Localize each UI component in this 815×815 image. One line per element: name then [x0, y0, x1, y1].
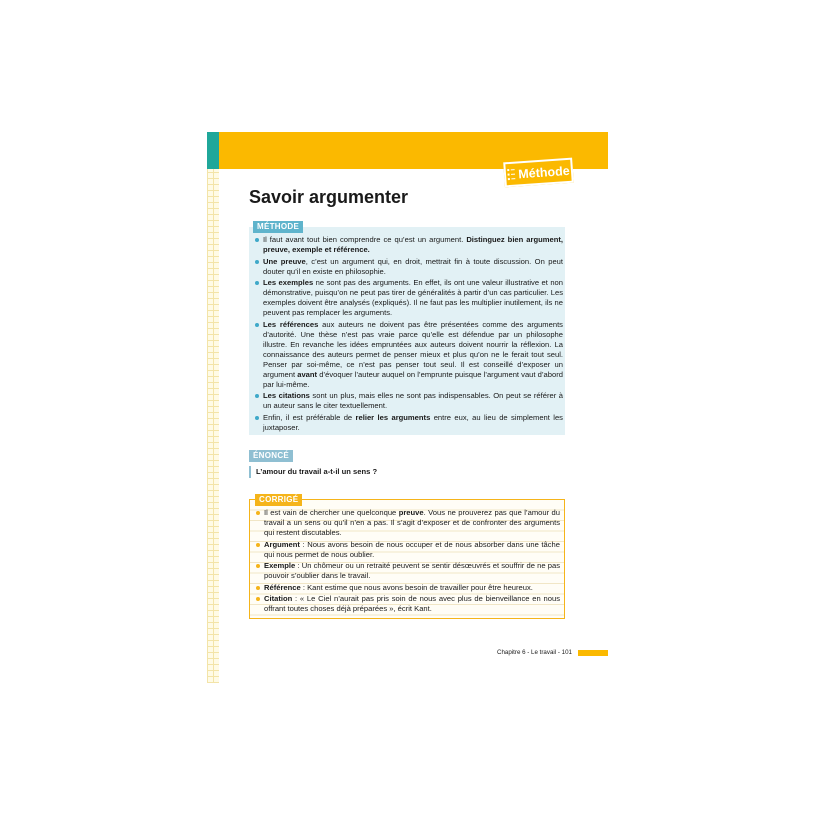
body-text: aux auteurs ne doivent pas être présentées comme des arguments d’autorité. Une thèse n’est pas vraie parce qu’elle est défendue par un philosophe illustre. En revanche les idées empruntées aux auteurs doivent nourrir la réflexion. La connaissance des auteurs permet de penser mieux et plus qu’on ne le ferait tout seul. Penser par soi-même, ce n’est pas penser tout seul. Il est conseillé d’exposer un argument [263, 319, 563, 379]
bold-text: Les exemples [263, 278, 314, 287]
methode-badge [503, 158, 574, 188]
corrige-list-item [256, 594, 560, 614]
corrige-list-item [256, 583, 560, 593]
bold-text: avant [297, 369, 318, 379]
bold-text: Les citations [263, 391, 310, 400]
grid-margin-strip [207, 169, 219, 683]
body-text: : Un chômeur ou un retraité peuvent se sentir désœuvrés et souffrir de ne pas pouvoir s’oublier dans le travail. [264, 561, 560, 580]
corrige-list-item [256, 540, 560, 560]
methode-list-item [255, 391, 563, 411]
bold-text: Distinguez bien argument, preuve, exemple et référence. [263, 235, 563, 254]
badge-label: Méthode [517, 163, 571, 181]
corrige-list-item [256, 508, 560, 538]
checklist-icon [507, 168, 516, 182]
enonce-label: ÉNONCÉ [249, 450, 293, 462]
body-text: sont un plus, mais elles ne sont pas indispensables. On peut se référer à un auteur sans le citer textuellement. [263, 391, 563, 410]
bold-text: Citation [264, 594, 293, 603]
methode-list-item [255, 278, 563, 318]
body-text: ne sont pas des arguments. En effet, ils ont une valeur illustrative et non démonstrative, puisqu’on ne peut pas tirer de généralités à partir d’un cas particulier. Les exemples doivent être analysés (expliqués). Il ne faut pas les multiplier inutilement, ils ne peuvent pas remplacer les arguments. [263, 278, 563, 317]
methode-list [255, 235, 563, 434]
methode-label: MÉTHODE [253, 221, 303, 233]
body-text: Il faut avant tout bien comprendre ce qu’est un argument. [263, 235, 467, 244]
enonce-question: L’amour du travail a-t-il un sens ? [256, 467, 378, 476]
methode-list-item [255, 235, 563, 255]
textbook-page [207, 132, 608, 683]
methode-list-item [255, 320, 563, 390]
footer-bar [578, 650, 608, 656]
body-text: . Vous ne prouverez pas que l’amour du travail a un sens ou qu’il n’en a pas. Il s’agit d’exposer et de confronter des arguments qui restent discutables. [264, 508, 560, 537]
body-text: : « Le Ciel n’aurait pas pris soin de nous avec plus de bienveillance en nous offrant toutes choses déjà préparées », écrit Kant. [264, 594, 560, 613]
body-text: Enfin, il est préférable de [263, 412, 356, 422]
bold-text: Exemple [264, 561, 296, 570]
corrige-list-item [256, 561, 560, 581]
teal-tab [207, 132, 219, 169]
page-footer: Chapitre 6 - Le travail - 101 [497, 649, 572, 656]
body-text: : Kant estime que nous avons besoin de travailler pour être heureux. [300, 582, 533, 592]
bold-text: preuve [398, 508, 424, 517]
body-text: : Nous avons besoin de nous occuper et de nous absorber dans une tâche qui nous permet de nous oublier. [264, 539, 560, 559]
methode-list-item [255, 413, 563, 433]
page-title: Savoir argumenter [249, 187, 409, 207]
corrige-list [256, 508, 560, 616]
bold-text: Une preuve [263, 256, 306, 266]
body-text: entre eux, au lieu de simplement les juxtaposer. [263, 412, 563, 432]
enonce-rule [249, 466, 251, 478]
corrige-label: CORRIGÉ [255, 494, 302, 506]
bold-text: relier les arguments [355, 412, 431, 422]
body-text: d’évoquer l’auteur auquel on l’emprunte puisque l’argument vaut d’abord par lui-même. [263, 369, 563, 389]
bold-text: Les références [263, 319, 319, 329]
methode-list-item [255, 257, 563, 277]
bold-text: Argument [264, 539, 300, 549]
bold-text: Référence [264, 582, 301, 592]
body-text: Il est vain de chercher une quelconque [264, 508, 399, 517]
body-text: , c’est un argument qui, en droit, mettrait fin à toute discussion. On peut douter qu’il en existe en philosophie. [263, 256, 563, 276]
